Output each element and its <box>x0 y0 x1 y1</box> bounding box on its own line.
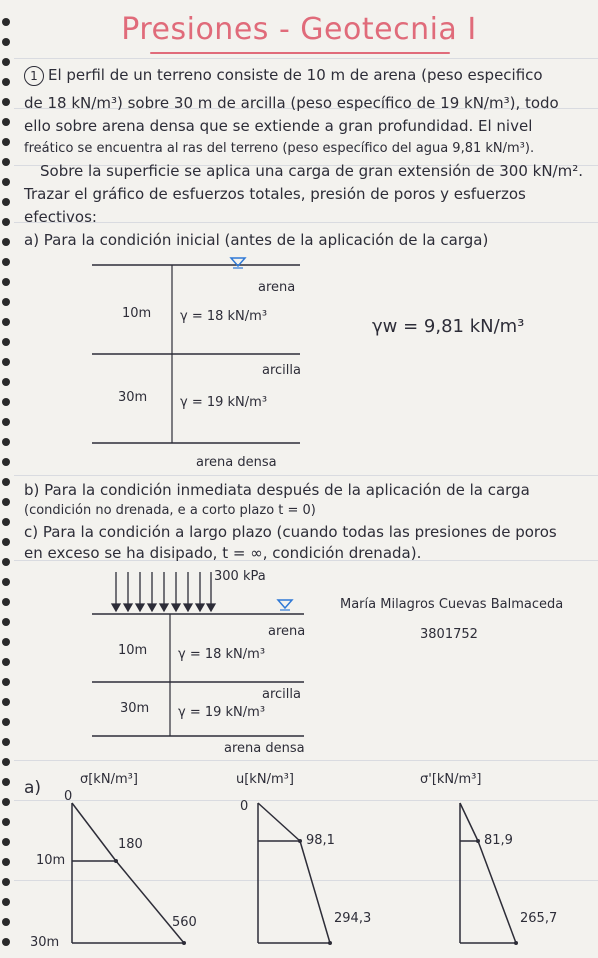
author-name: María Milagros Cuevas Balmaceda <box>340 597 564 612</box>
total-v30: 560 <box>172 915 197 930</box>
p2-layer2-depth: 30m <box>120 701 150 716</box>
p1-layer2-gamma: γ = 19 kN/m³ <box>180 395 268 410</box>
p1-layer1-depth: 10m <box>122 306 152 321</box>
graph-part-label: a) <box>24 778 42 798</box>
pore-axis-label: u[kN/m³] <box>236 772 294 787</box>
part-b-text-1: b) Para la condición inmediata después de la aplicación de la carga <box>24 481 530 499</box>
p2-layer2-label: arcilla <box>262 687 301 702</box>
p2-base-label: arena densa <box>224 741 305 756</box>
problem-number: 1 <box>24 66 44 86</box>
author-id: 3801752 <box>420 627 478 642</box>
p2-layer1-label: arena <box>268 624 306 639</box>
depth-30-label: 30m <box>30 935 60 950</box>
depth-10-label: 10m <box>36 853 66 868</box>
p2-layer1-depth: 10m <box>118 643 148 658</box>
p1-water-gamma: γw = 9,81 kN/m³ <box>372 316 525 337</box>
effective-axis-label: σ'[kN/m³] <box>420 772 482 787</box>
p1-layer2-label: arcilla <box>262 363 301 378</box>
pore-v30: 294,3 <box>334 911 372 926</box>
page-title: Presiones - Geotecnia I <box>121 12 477 47</box>
part-a-text: a) Para la condición inicial (antes de la aplicación de la carga) <box>24 231 489 249</box>
p2-layer2-gamma: γ = 19 kN/m³ <box>178 705 266 720</box>
graph-origin-zero: 0 <box>64 789 73 804</box>
part-c-text-1: c) Para la condición a largo plazo (cuando todas las presiones de poros <box>24 523 557 541</box>
pore-v0: 0 <box>240 799 249 814</box>
problem-line-4: freático se encuentra al ras del terreno (peso específico del agua 9,81 kN/m³). <box>24 141 535 156</box>
pore-v10: 98,1 <box>306 833 335 848</box>
p1-layer1-label: arena <box>258 280 296 295</box>
problem-line-5: Sobre la superficie se aplica una carga de gran extensión de 300 kN/m². <box>40 162 583 180</box>
p1-layer2-depth: 30m <box>118 390 148 405</box>
total-axis-label: σ[kN/m³] <box>80 772 138 787</box>
effective-v30: 265,7 <box>520 911 558 926</box>
p2-load-label: 300 kPa <box>214 569 266 584</box>
effective-v10: 81,9 <box>484 833 513 848</box>
problem-line-7: efectivos: <box>24 208 97 226</box>
p1-layer1-gamma: γ = 18 kN/m³ <box>180 309 268 324</box>
p1-base-label: arena densa <box>196 455 277 470</box>
problem-line-6: Trazar el gráfico de esfuerzos totales, presión de poros y esfuerzos <box>24 185 526 203</box>
total-v10: 180 <box>118 837 143 852</box>
part-c-text-2: en exceso se ha disipado, t = ∞, condición drenada). <box>24 544 422 562</box>
problem-line-3: ello sobre arena densa que se extiende a gran profundidad. El nivel <box>24 117 533 135</box>
problem-line-1: 1 El perfil de un terreno consiste de 10 m de arena (peso especifico <box>24 66 543 86</box>
problem-line-2: de 18 kN/m³) sobre 30 m de arcilla (peso específico de 19 kN/m³), todo <box>24 94 559 112</box>
part-b-text-2: (condición no drenada, e a corto plazo t = 0) <box>24 503 316 518</box>
p2-layer1-gamma: γ = 18 kN/m³ <box>178 647 266 662</box>
